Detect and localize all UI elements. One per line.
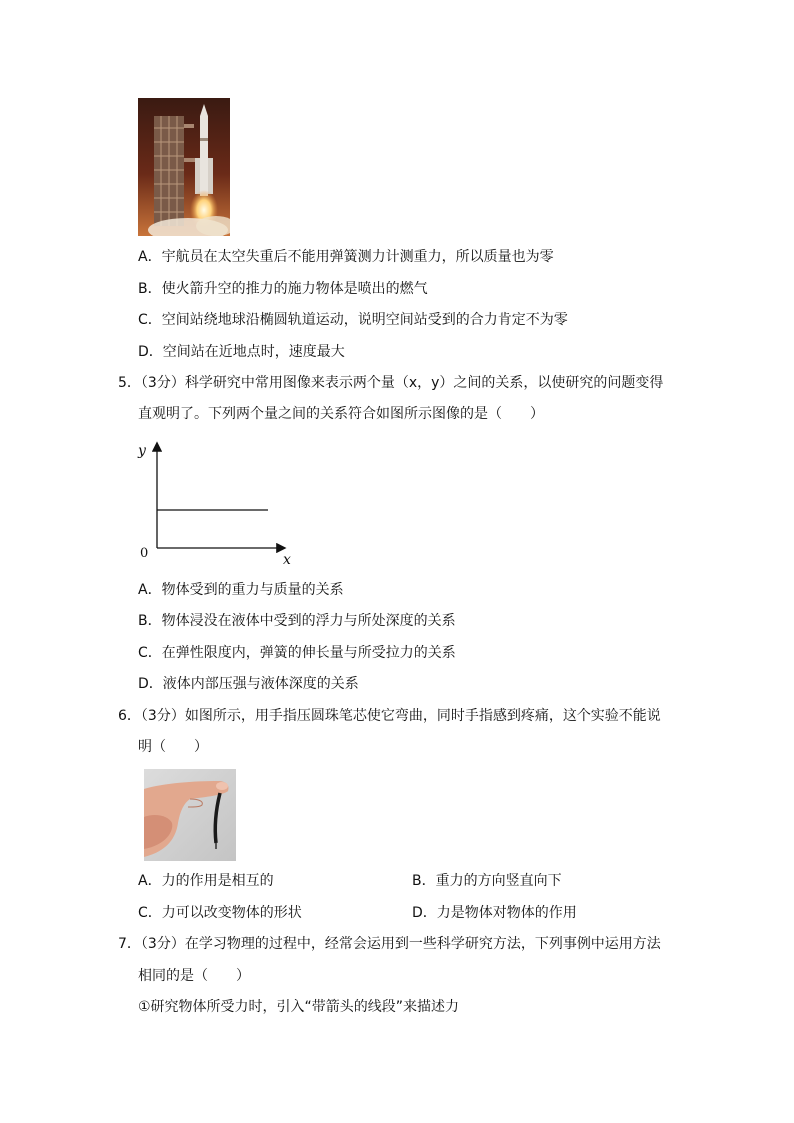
q6-option-d[interactable]: D．力是物体对物体的作用 xyxy=(412,905,577,921)
q7-stem-line1: 7．（3分）在学习物理的过程中，经常会运用到一些科学研究方法，下列事例中运用方法 xyxy=(118,936,661,952)
q6-option-c[interactable]: C．力可以改变物体的形状 xyxy=(138,905,302,921)
q4-option-a[interactable]: A．宇航员在太空失重后不能用弹簧测力计测重力，所以质量也为零 xyxy=(138,249,554,265)
q5-option-c[interactable]: C．在弹性限度内，弹簧的伸长量与所受拉力的关系 xyxy=(138,645,456,661)
finger-pen-photo xyxy=(144,769,236,861)
q5-option-b[interactable]: B．物体浸没在液体中受到的浮力与所处深度的关系 xyxy=(138,613,456,629)
x-axis-label: x xyxy=(283,552,291,568)
q4-option-d[interactable]: D．空间站在近地点时，速度最大 xyxy=(138,344,345,360)
y-axis-label: y xyxy=(138,443,146,459)
origin-label: 0 xyxy=(140,546,149,561)
q7-stem-line2: 相同的是（ ） xyxy=(138,968,250,984)
q5-stem-line2: 直观明了。下列两个量之间的关系符合如图所示图像的是（ ） xyxy=(138,406,544,422)
q5-graph xyxy=(134,436,298,568)
q5-stem-line1: 5．（3分）科学研究中常用图像来表示两个量（x，y）之间的关系，以使研究的问题变得 xyxy=(118,375,664,391)
q5-option-d[interactable]: D．液体内部压强与液体深度的关系 xyxy=(138,676,359,692)
q6-option-b[interactable]: B．重力的方向竖直向下 xyxy=(412,873,562,889)
q4-option-b[interactable]: B．使火箭升空的推力的施力物体是喷出的燃气 xyxy=(138,281,428,297)
q7-item-1: ①研究物体所受力时，引入“带箭头的线段”来描述力 xyxy=(138,999,460,1015)
q4-option-c[interactable]: C．空间站绕地球沿椭圆轨道运动，说明空间站受到的合力肯定不为零 xyxy=(138,312,568,328)
q6-option-a[interactable]: A．力的作用是相互的 xyxy=(138,873,274,889)
q5-option-a[interactable]: A．物体受到的重力与质量的关系 xyxy=(138,582,344,598)
q6-stem-line2: 明（ ） xyxy=(138,739,208,755)
q6-stem-line1: 6．（3分）如图所示，用手指压圆珠笔芯使它弯曲，同时手指感到疼痛，这个实验不能说 xyxy=(118,708,661,724)
rocket-launch-photo xyxy=(138,98,230,236)
